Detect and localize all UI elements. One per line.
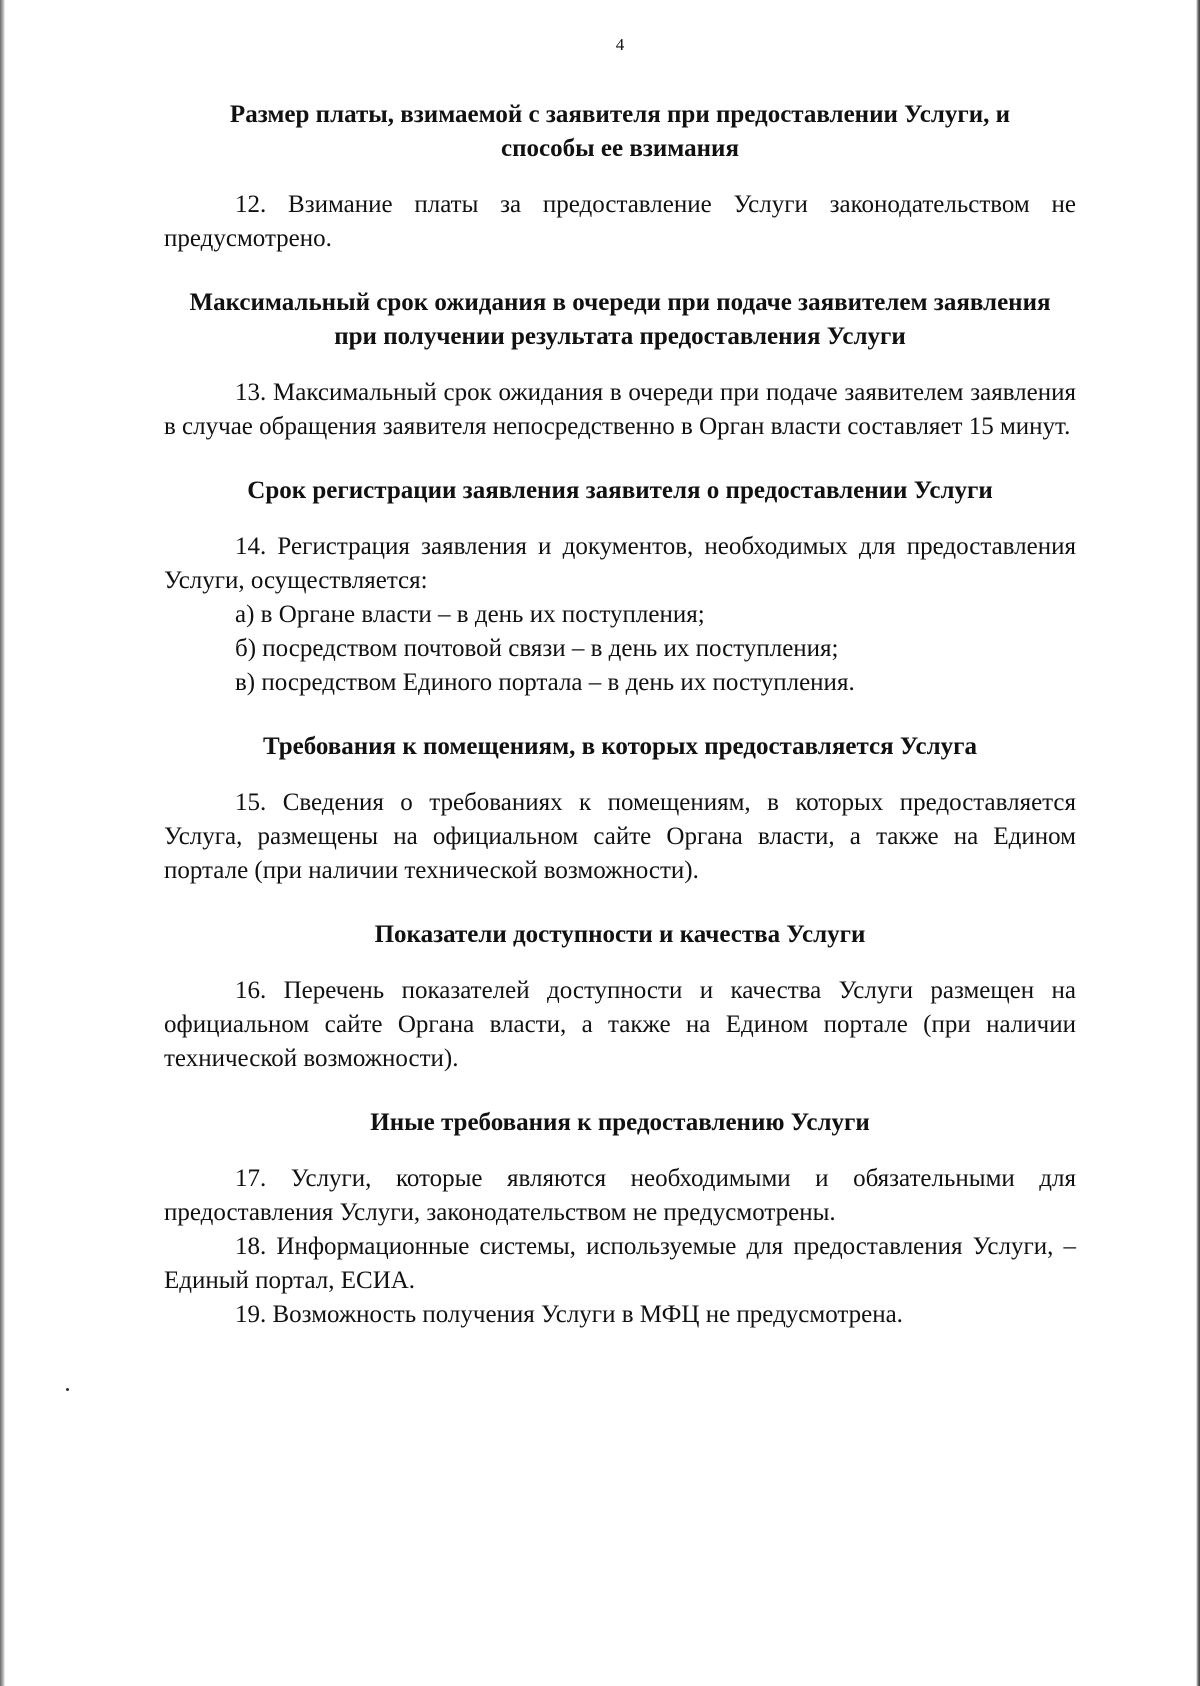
- scan-edge-left: [0, 0, 5, 1686]
- section-heading: Размер платы, взимаемой с заявителя при предоставлении Услуги, и способы ее взимания: [229, 101, 1011, 162]
- section-registration: [164, 474, 1076, 700]
- section-fee: [164, 98, 1076, 256]
- paragraph-14: 14. Регистрация заявления и документов, необходимых для предоставления Услуги, осуществляется:: [164, 533, 1076, 594]
- paragraph-13: 13. Максимальный срок ожидания в очереди при подаче заявителем заявления в случае обращения заявителя непосредственно в Орган власти составляет 15 минут.: [164, 379, 1076, 440]
- section-heading: Срок регистрации заявления заявителя о предоставлении Услуги: [247, 477, 993, 504]
- section-premises: [164, 730, 1076, 888]
- scan-edge-right: [1196, 0, 1200, 1686]
- paragraph-17: 17. Услуги, которые являются необходимыми и обязательными для предоставления Услуги, законодательством не предусмотрены.: [164, 1165, 1076, 1226]
- page-number: 4: [615, 35, 625, 54]
- paragraph-12: 12. Взимание платы за предоставление Услуги законодательством не предусмотрено.: [164, 191, 1076, 252]
- section-heading: Иные требования к предоставлению Услуги: [370, 1109, 870, 1136]
- list-item: в) посредством Единого портала – в день их поступления.: [235, 669, 855, 696]
- section-heading: Показатели доступности и качества Услуги: [374, 921, 866, 948]
- section-queue-time: [164, 286, 1076, 444]
- section-quality-indicators: [164, 918, 1076, 1076]
- paragraph-16: 16. Перечень показателей доступности и качества Услуги размещен на официальном сайте Органа власти, а также на Едином портале (при наличии технической возможности).: [164, 977, 1076, 1072]
- section-heading: Требования к помещениям, в которых предоставляется Услуга: [262, 733, 978, 760]
- section-other-requirements: [164, 1106, 1076, 1332]
- list-item: б) посредством почтовой связи – в день их поступления;: [235, 635, 839, 662]
- section-heading: Максимальный срок ожидания в очереди при подаче заявителем заявления при получении результата предоставления Услуги: [189, 289, 1051, 350]
- document-body: [164, 98, 1076, 1332]
- scan-speck: [66, 1388, 69, 1391]
- paragraph-15: 15. Сведения о требованиях к помещениям, в которых предоставляется Услуга, размещены на официальном сайте Органа власти, а также на Едином портале (при наличии технической возможности).: [164, 789, 1076, 884]
- paragraph-18: 18. Информационные системы, используемые для предоставления Услуги, – Единый портал, ЕСИА.: [164, 1233, 1076, 1294]
- list-item: а) в Органе власти – в день их поступления;: [235, 601, 705, 628]
- paragraph-19: 19. Возможность получения Услуги в МФЦ не предусмотрена.: [235, 1301, 903, 1328]
